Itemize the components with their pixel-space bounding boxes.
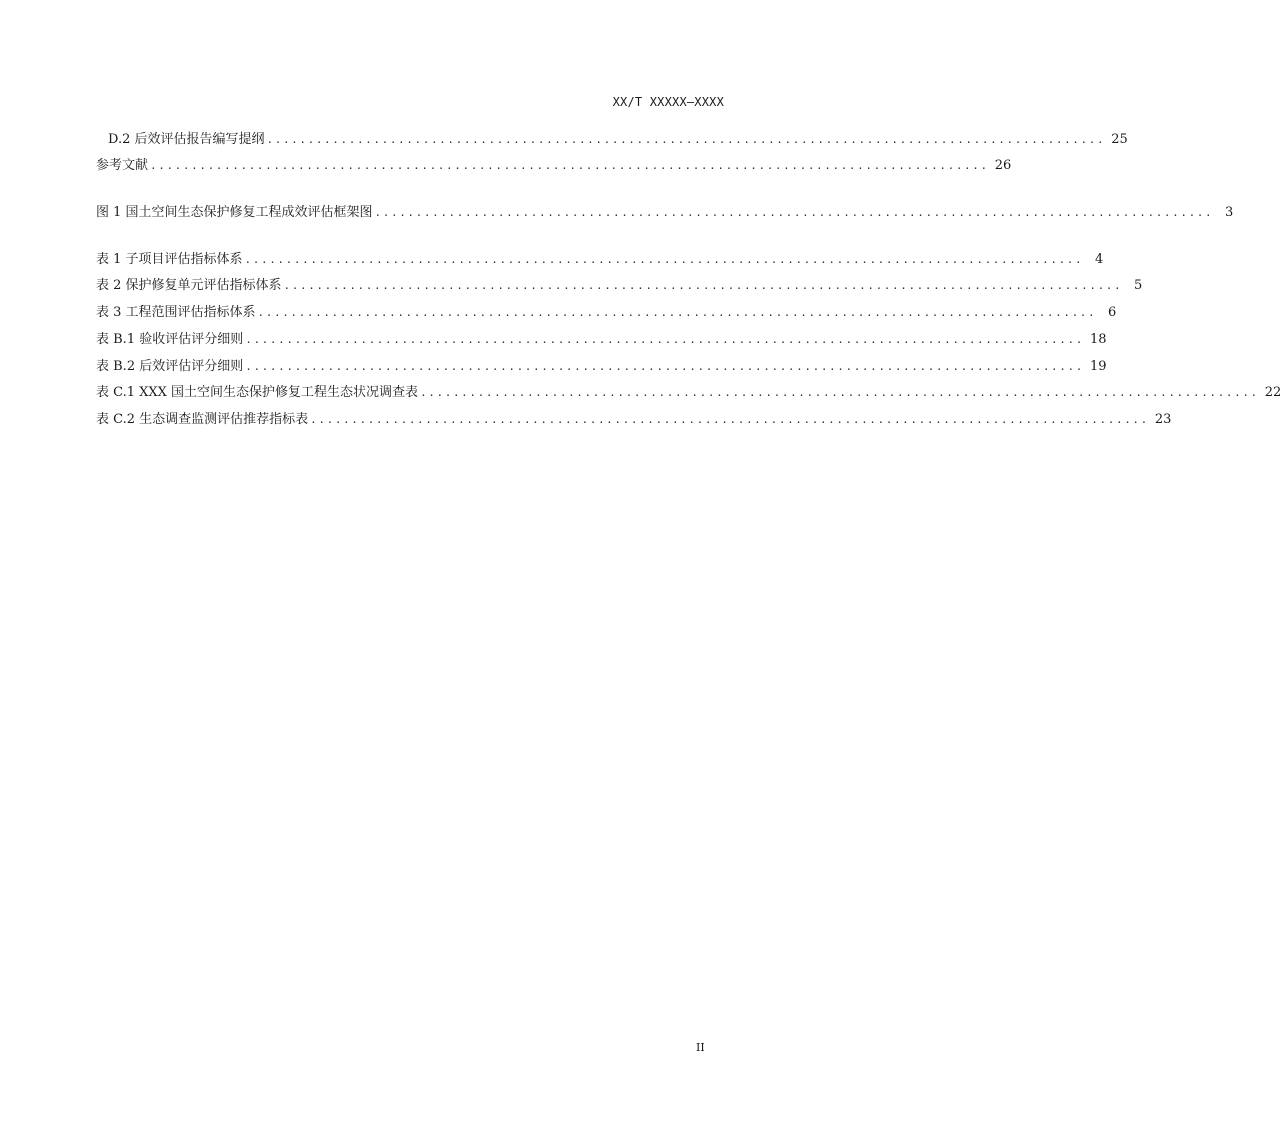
toc-entry[interactable] xyxy=(96,331,1107,349)
toc-entry-page: 25 xyxy=(1111,132,1128,147)
toc-entry[interactable] xyxy=(96,304,1117,322)
toc-entry-page: 22 xyxy=(1264,385,1281,400)
toc-entry-label: 表 3 工程范围评估指标体系 xyxy=(96,305,256,320)
toc-entry-label: D.2 后效评估报告编写提纲 xyxy=(108,132,265,147)
toc-entry-page: 26 xyxy=(994,158,1012,173)
toc-entry[interactable] xyxy=(96,131,1128,149)
toc-dot-leader: ...................................................................................................... xyxy=(266,133,1106,146)
toc-entry[interactable] xyxy=(96,411,1172,429)
toc-dot-leader: ...................................................................................................... xyxy=(245,360,1084,373)
toc-dot-leader: ...................................................................................................... xyxy=(310,413,1149,426)
toc-entry-page: 5 xyxy=(1133,278,1143,293)
toc-entry-label: 表 2 保护修复单元评估指标体系 xyxy=(96,278,282,293)
toc-entry[interactable] xyxy=(96,358,1107,376)
toc-entry[interactable] xyxy=(96,251,1104,269)
toc-entry-label: 表 C.1 XXX 国土空间生态保护修复工程生态状况调查表 xyxy=(96,385,419,400)
toc-entry[interactable] xyxy=(96,157,1012,175)
page-number: II xyxy=(696,1041,705,1054)
toc-entry-label: 表 1 子项目评估指标体系 xyxy=(96,252,243,267)
toc-entry[interactable] xyxy=(96,204,1234,222)
toc-entry-page: 6 xyxy=(1107,305,1117,320)
toc-entry-label: 表 B.2 后效评估评分细则 xyxy=(96,359,244,374)
toc-dot-leader: ...................................................................................................... xyxy=(244,253,1084,266)
toc-entry-page: 3 xyxy=(1224,205,1234,220)
toc-entry-label: 表 B.1 验收评估评分细则 xyxy=(96,332,244,347)
toc-dot-leader: ...................................................................................................... xyxy=(374,206,1214,219)
toc-entry-label: 图 1 国土空间生态保护修复工程成效评估框架图 xyxy=(96,205,373,220)
toc-dot-leader: ...................................................................................................... xyxy=(420,386,1259,399)
toc-dot-leader: ...................................................................................................... xyxy=(283,279,1123,292)
toc-entry-page: 19 xyxy=(1089,359,1107,374)
toc-entry-page: 4 xyxy=(1094,252,1104,267)
toc-dot-leader: ...................................................................................................... xyxy=(257,306,1097,319)
standard-code: XX/T XXXXX—XXXX xyxy=(612,95,724,109)
toc-dot-leader: ...................................................................................................... xyxy=(150,159,989,172)
toc-entry-page: 23 xyxy=(1154,412,1172,427)
toc-entry-page: 18 xyxy=(1089,332,1107,347)
toc-entry[interactable] xyxy=(96,384,1281,402)
toc-entry[interactable] xyxy=(96,277,1143,295)
toc-dot-leader: ...................................................................................................... xyxy=(245,333,1084,346)
toc-entry-label: 参考文献 xyxy=(96,158,149,173)
toc-entry-label: 表 C.2 生态调查监测评估推荐指标表 xyxy=(96,412,309,427)
